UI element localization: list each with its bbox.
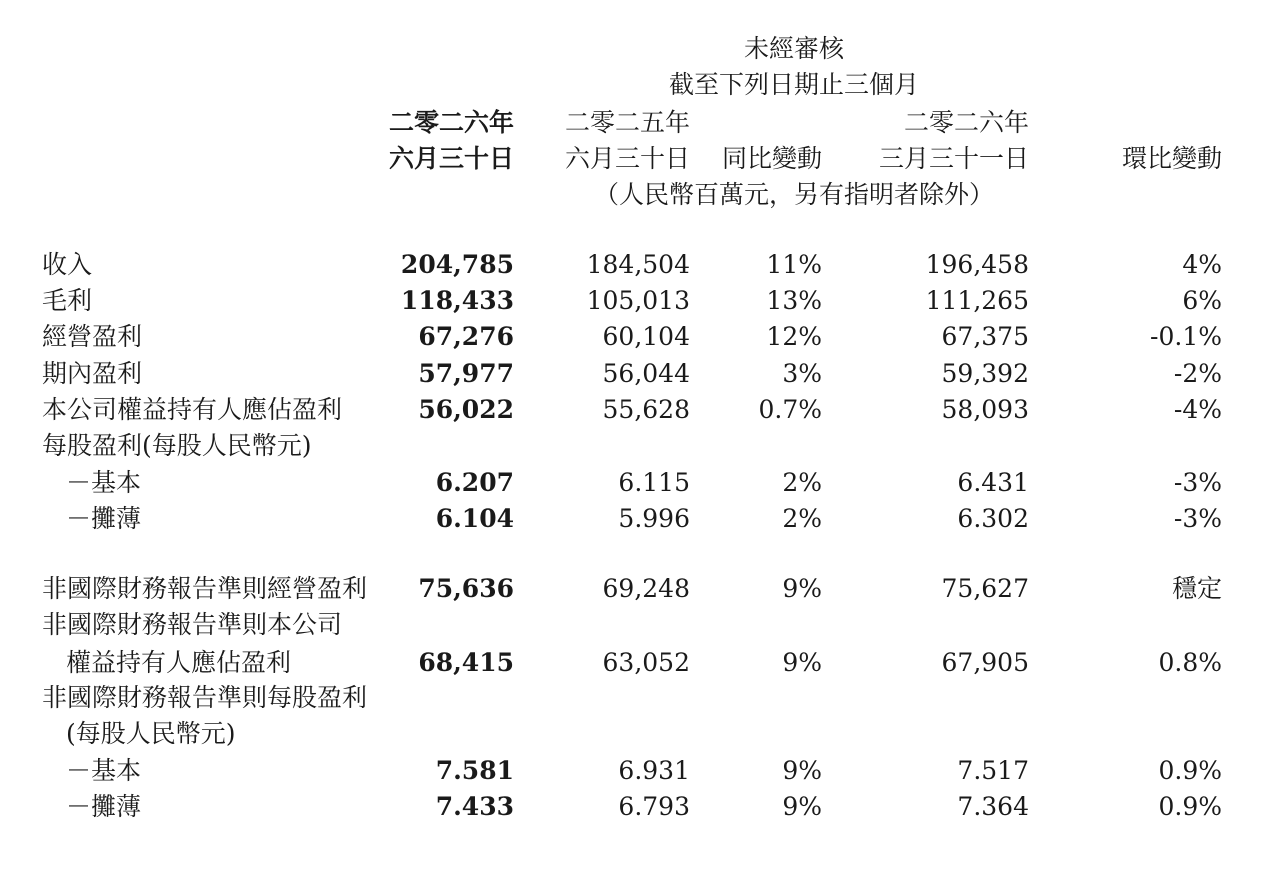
value-2026q2: 7.581 — [435, 756, 514, 785]
col2-header-line2: 六月三十日 — [564, 144, 690, 173]
col2-header-line1: 二零二五年 — [564, 108, 690, 137]
col5-header: 環比變動 — [1121, 144, 1222, 173]
value-2026q2: 67,276 — [418, 322, 514, 351]
row-label: －基本 — [66, 468, 142, 497]
value-2026q2: 75,636 — [418, 574, 514, 603]
value-2025q2: 56,044 — [602, 359, 690, 388]
value-2026q1: 58,093 — [941, 395, 1029, 424]
value-2025q2: 184,504 — [586, 250, 690, 279]
row-label: 非國際財務報告準則本公司 — [42, 610, 343, 639]
value-qoq: -4% — [1173, 395, 1222, 424]
table-row — [0, 506, 1280, 536]
col3-header: 同比變動 — [721, 144, 822, 173]
value-2025q2: 6.793 — [618, 792, 690, 821]
unit-note: （人民幣百萬元，另有指明者除外） — [593, 180, 995, 209]
value-yoy: 2% — [782, 468, 822, 497]
table-row — [0, 721, 1280, 751]
value-yoy: 9% — [782, 574, 822, 603]
col4-header-line2: 三月三十一日 — [878, 144, 1029, 173]
value-yoy: 13% — [766, 286, 822, 315]
table-row — [0, 361, 1280, 391]
row-label: 非國際財務報告準則經營盈利 — [42, 574, 368, 603]
row-label: (每股人民幣元) — [66, 719, 236, 748]
table-row — [0, 758, 1280, 788]
value-2026q2: 6.207 — [435, 468, 514, 497]
row-label: 經營盈利 — [42, 322, 143, 351]
row-label: 權益持有人應佔盈利 — [66, 648, 292, 677]
table-row — [0, 324, 1280, 354]
header-period: 截至下列日期止三個月 — [668, 70, 920, 99]
value-qoq: -3% — [1173, 504, 1222, 533]
value-2026q1: 111,265 — [925, 286, 1029, 315]
value-2026q1: 7.364 — [957, 792, 1029, 821]
value-2025q2: 5.996 — [618, 504, 690, 533]
value-qoq: 4% — [1182, 250, 1222, 279]
table-row — [0, 576, 1280, 606]
header-unaudited: 未經審核 — [743, 34, 845, 63]
table-row — [0, 433, 1280, 463]
col4-header-line1: 二零二六年 — [903, 108, 1029, 137]
value-qoq: -0.1% — [1150, 322, 1222, 351]
table-row — [0, 397, 1280, 427]
value-2025q2: 6.931 — [618, 756, 690, 785]
value-2026q2: 6.104 — [435, 504, 514, 533]
col1-header-line1: 二零二六年 — [388, 108, 514, 137]
value-2025q2: 69,248 — [602, 574, 690, 603]
value-2025q2: 6.115 — [618, 468, 690, 497]
table-row — [0, 470, 1280, 500]
value-2026q2: 118,433 — [400, 286, 514, 315]
value-2026q1: 75,627 — [941, 574, 1029, 603]
table-row — [0, 252, 1280, 282]
value-2026q2: 68,415 — [418, 648, 514, 677]
value-qoq: -2% — [1173, 359, 1222, 388]
table-row — [0, 288, 1280, 318]
value-yoy: 3% — [782, 359, 822, 388]
value-yoy: 11% — [766, 250, 822, 279]
row-label: －基本 — [66, 756, 142, 785]
value-2026q1: 67,905 — [941, 648, 1029, 677]
value-qoq: -3% — [1173, 468, 1222, 497]
value-yoy: 2% — [782, 504, 822, 533]
value-qoq: 0.9% — [1158, 792, 1222, 821]
value-yoy: 9% — [782, 792, 822, 821]
value-2025q2: 63,052 — [602, 648, 690, 677]
value-2026q1: 67,375 — [941, 322, 1029, 351]
value-2025q2: 55,628 — [602, 395, 690, 424]
value-yoy: 9% — [782, 648, 822, 677]
value-2025q2: 60,104 — [602, 322, 690, 351]
row-label: 期內盈利 — [42, 359, 143, 388]
table-row — [0, 650, 1280, 680]
value-2026q1: 196,458 — [925, 250, 1029, 279]
value-yoy: 9% — [782, 756, 822, 785]
value-2026q1: 6.431 — [957, 468, 1029, 497]
value-qoq: 6% — [1182, 286, 1222, 315]
table-row — [0, 794, 1280, 824]
col1-header-line2: 六月三十日 — [388, 144, 514, 173]
value-qoq: 0.8% — [1158, 648, 1222, 677]
row-label: －攤薄 — [66, 504, 142, 533]
value-2026q1: 6.302 — [957, 504, 1029, 533]
value-2026q2: 7.433 — [435, 792, 514, 821]
row-label: 本公司權益持有人應佔盈利 — [42, 395, 343, 424]
value-2025q2: 105,013 — [586, 286, 690, 315]
row-label: －攤薄 — [66, 792, 142, 821]
value-qoq: 0.9% — [1158, 756, 1222, 785]
value-2026q2: 57,977 — [418, 359, 514, 388]
value-2026q1: 7.517 — [957, 756, 1029, 785]
row-label: 非國際財務報告準則每股盈利 — [42, 683, 368, 712]
value-yoy: 0.7% — [758, 395, 822, 424]
table-row — [0, 612, 1280, 642]
table-row — [0, 685, 1280, 715]
value-2026q1: 59,392 — [941, 359, 1029, 388]
value-2026q2: 204,785 — [400, 250, 514, 279]
value-2026q2: 56,022 — [418, 395, 514, 424]
value-yoy: 12% — [766, 322, 822, 351]
row-label: 每股盈利(每股人民幣元) — [42, 431, 312, 460]
row-label: 毛利 — [42, 286, 93, 315]
value-qoq: 穩定 — [1171, 574, 1222, 603]
row-label: 收入 — [42, 250, 93, 279]
